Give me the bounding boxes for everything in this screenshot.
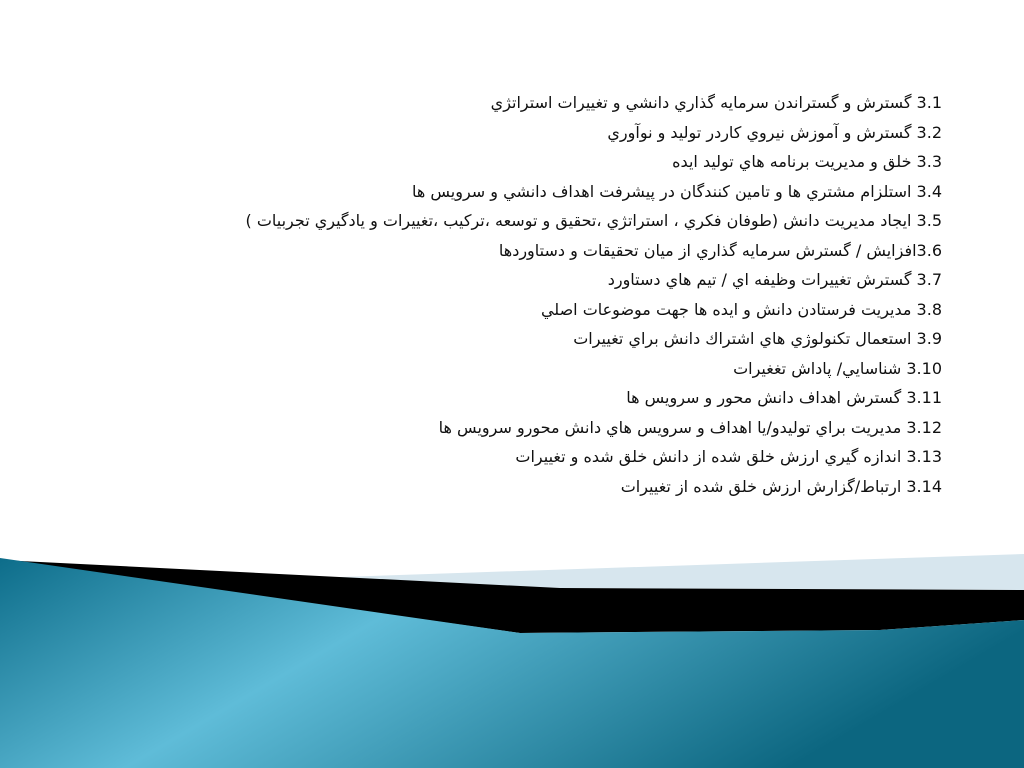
list-item: 3.8 مديريت فرستادن دانش و ايده ها جهت موضوعات اصلي [540,299,942,319]
list-item: 3.14 ارتباط/گزارش ارزش خلق شده از تغييرات [620,476,942,496]
list-item: 3.10 شناسايي/ پاداش تغغيرات [733,358,942,378]
list-item: 3.6افزايش / گسترش سرمايه گذاري از ميان تحقيقات و دستاوردها [498,240,942,260]
list-item: 3.2 گسترش و آموزش نيروي كاردر توليد و نوآوري [607,122,942,142]
list-item: 3.7 گسترش تغييرات وظيفه اي / تيم هاي دستاورد [607,270,942,289]
list-item: 3.4 استلزام مشتري ها و تامين كنندگان در پيشرفت اهداف دانشي و سرويس ها [412,181,942,201]
list-item: 3.3 خلق و مديريت برنامه هاي توليد ايده [672,152,942,171]
list-item: 3.12 مديريت براي توليدو/يا اهداف و سرويس هاي دانش محورو سرويس ها [438,417,942,437]
list-item: 3.11 گسترش اهداف دانش محور و سرويس ها [626,388,942,407]
list-item: 3.9 استعمال تكنولوژي هاي اشتراك دانش براي تغييرات [573,329,942,348]
list-item: 3.1 گسترش و گستراندن سرمايه گذاري دانشي و تغييرات استراتژي [490,93,942,112]
bullet-list [60,88,942,501]
decorative-footer [0,540,1024,768]
list-item: 3.5 ايجاد مديريت دانش (طوفان فكري ، استراتژي ،تحقيق و توسعه ،تركيب ،تغييرات و يادگيري تجربيات ) [245,211,942,230]
list-item: 3.13 اندازه گيري ارزش خلق شده از دانش خلق شده و تغييرات [515,447,942,466]
